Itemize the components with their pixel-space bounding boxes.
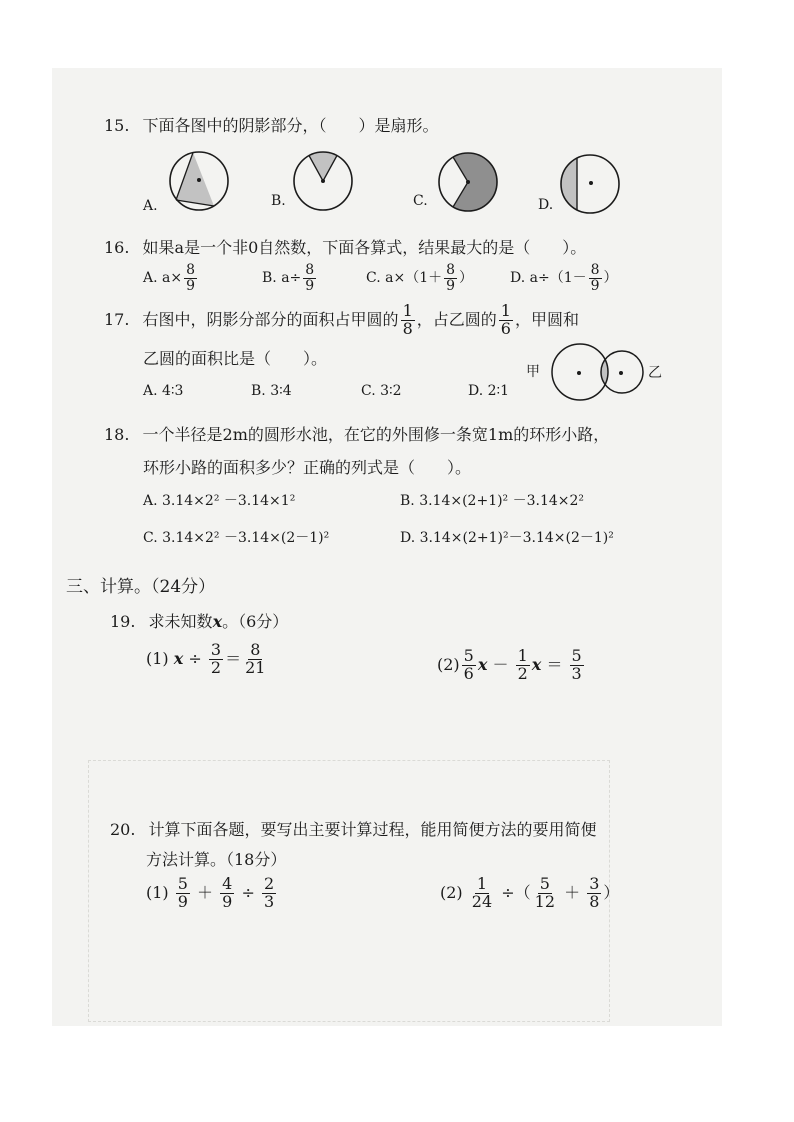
question-stem: 下面各图中的阴影部分，（ ）是扇形。: [142, 116, 439, 135]
overlapping-circles-figure: [542, 340, 652, 404]
denominator: 9: [222, 891, 233, 911]
question-stem: 右图中，阴影分部分的面积占甲圆的: [142, 309, 399, 329]
fraction: [444, 263, 457, 293]
operator: ÷: [241, 882, 255, 902]
fraction: [570, 648, 584, 683]
option-label-c: C.: [413, 193, 428, 209]
operator: ＋: [197, 882, 214, 902]
denominator: 6: [463, 663, 474, 683]
fraction: [176, 876, 190, 911]
fraction: [499, 303, 513, 338]
denominator: 9: [590, 277, 600, 294]
denominator: 3: [571, 663, 582, 683]
operator: －: [492, 654, 509, 674]
question-number: 16.: [104, 238, 130, 257]
question-stem: 计算下面各题，要写出主要计算过程，能用简便方法的要用简便: [148, 820, 597, 839]
numerator: 8: [590, 262, 600, 278]
option-c: [366, 263, 473, 293]
denominator: 12: [534, 891, 555, 911]
circle-label-jia: 甲: [526, 364, 540, 380]
option-d: D. 3.14×(2+1)²－3.14×(2－1)²: [400, 530, 614, 546]
variable-x: x: [477, 654, 488, 674]
part-label: (2): [437, 654, 460, 674]
question-number: 17.: [104, 309, 130, 329]
fraction: [589, 263, 602, 293]
numerator: 5: [177, 874, 188, 893]
numerator: 5: [463, 646, 474, 665]
operator: ＝: [546, 654, 563, 674]
numerator: 1: [402, 301, 413, 320]
fraction: [587, 876, 601, 911]
option-text: ）: [459, 270, 474, 287]
fraction: [209, 642, 223, 677]
numerator: 5: [539, 874, 550, 893]
question-15: [104, 113, 439, 136]
option-text: C. a×（1＋: [366, 270, 443, 287]
option-a: A. 3.14×2² －3.14×1²: [143, 493, 296, 509]
operator: ÷（: [501, 882, 531, 902]
numerator: 1: [476, 874, 488, 893]
option-a: A. 4∶3: [143, 383, 184, 399]
denominator: 21: [245, 657, 266, 677]
figure-c-sector-icon: [436, 150, 500, 214]
numerator: 4: [222, 874, 233, 893]
operator: ÷: [188, 648, 202, 668]
numerator: 8: [186, 262, 196, 278]
section-title: 三、计算。（24分）: [66, 577, 216, 597]
option-b: [262, 263, 318, 293]
numerator: 8: [446, 262, 456, 278]
fraction: [243, 642, 267, 677]
option-text: A. a×: [143, 270, 183, 287]
question-20: [110, 817, 597, 840]
question-17: [104, 303, 579, 338]
option-label-b: B.: [271, 193, 286, 209]
operator: ）: [603, 882, 620, 902]
question-number: 18.: [104, 425, 130, 444]
question-number: 19.: [110, 612, 136, 631]
numerator: 1: [500, 301, 511, 320]
variable-x: x: [173, 648, 184, 668]
option-d: [510, 263, 618, 293]
fraction: [303, 263, 316, 293]
numerator: 3: [589, 874, 600, 893]
question-16: [104, 235, 586, 258]
fraction: [401, 303, 415, 338]
fraction: [516, 648, 530, 683]
denominator: 8: [589, 891, 600, 911]
fraction: [220, 876, 234, 911]
fraction: [470, 876, 494, 911]
numerator: 1: [517, 646, 528, 665]
variable-x: x: [531, 654, 542, 674]
question-18-line-2: 环形小路的面积多少？正确的列式是（ ）。: [143, 458, 472, 477]
fraction: [533, 876, 557, 911]
option-text: B. a÷: [262, 270, 302, 287]
denominator: 9: [177, 891, 188, 911]
expression-2: [440, 876, 619, 911]
denominator: 8: [402, 318, 413, 338]
circle-label-yi: 乙: [648, 365, 662, 381]
variable-x: x: [212, 612, 223, 631]
numerator: 5: [571, 646, 582, 665]
operator: ＋: [564, 882, 581, 902]
option-c: C. 3∶2: [361, 383, 402, 399]
part-label: (2): [440, 882, 463, 902]
option-label-a: A.: [143, 198, 158, 214]
question-17-line-2: 乙圆的面积比是（ ）。: [143, 349, 328, 368]
denominator: 2: [210, 657, 222, 677]
denominator: 9: [186, 277, 196, 294]
option-text: D. a÷（1－: [510, 270, 587, 287]
question-number: 15.: [104, 116, 130, 135]
option-a: [143, 263, 199, 293]
numerator: 2: [263, 874, 275, 893]
figure-b-top-segment-icon: [292, 150, 354, 212]
question-stem: 。（6分）: [222, 612, 289, 631]
fraction: [184, 263, 197, 293]
fraction: [262, 876, 276, 911]
equation-1: [146, 642, 269, 677]
question-stem: ，占乙圆的: [416, 309, 497, 329]
denominator: 2: [517, 663, 528, 683]
denominator: 9: [446, 277, 456, 294]
denominator: 9: [305, 277, 315, 294]
operator: ＝: [225, 648, 242, 668]
part-label: (1): [146, 882, 169, 902]
figure-d-half-segment-icon: [558, 152, 622, 216]
question-stem: 如果a是一个非0自然数，下面各算式，结果最大的是（ ）。: [142, 238, 587, 257]
fraction: [462, 648, 476, 683]
question-stem: ，甲圆和: [514, 309, 579, 329]
numerator: 8: [250, 640, 261, 659]
question-19: [110, 609, 288, 632]
question-number: 20.: [110, 820, 136, 839]
denominator: 3: [263, 891, 275, 911]
denominator: 24: [471, 891, 493, 911]
denominator: 6: [500, 318, 511, 338]
option-b: B. 3.14×(2+1)² －3.14×2²: [400, 493, 585, 509]
question-20-line-2: 方法计算。（18分）: [146, 850, 287, 869]
numerator: 3: [210, 640, 222, 659]
option-d: D. 2∶1: [468, 383, 510, 399]
question-stem: 一个半径是2m的圆形水池，在它的外围修一条宽1m的环形小路，: [142, 425, 610, 444]
option-c: C. 3.14×2² －3.14×(2－1)²: [143, 530, 330, 546]
question-18: [104, 422, 609, 445]
numerator: 8: [305, 262, 315, 278]
expression-1: [146, 876, 278, 911]
option-text: ）: [603, 270, 618, 287]
figure-a-chord-segment-icon: [168, 150, 230, 212]
option-label-d: D.: [538, 197, 554, 213]
part-label: (1): [146, 648, 169, 668]
question-stem: 求未知数: [148, 612, 213, 631]
equation-2: [437, 648, 586, 683]
option-b: B. 3∶4: [251, 383, 292, 399]
